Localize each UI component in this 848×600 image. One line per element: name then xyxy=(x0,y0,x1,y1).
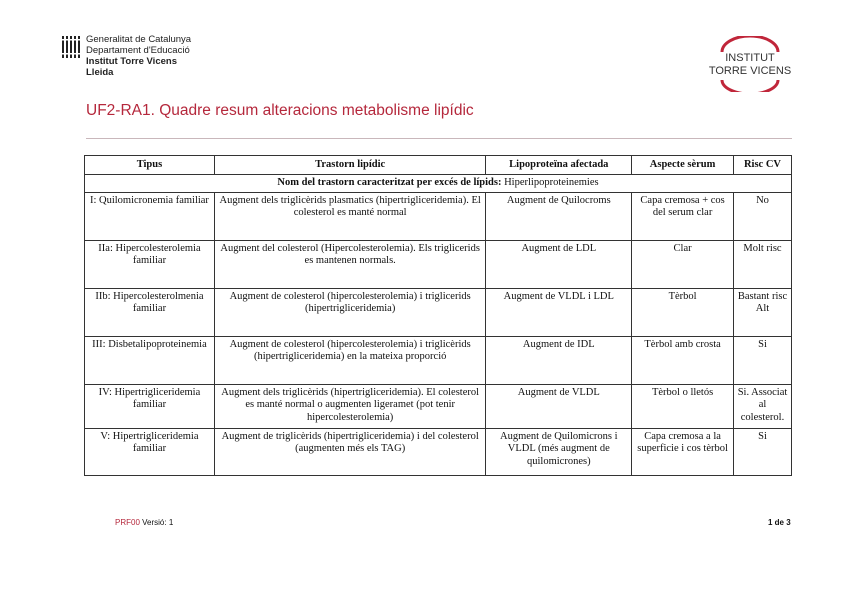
header-line-institut: Institut Torre Vicens xyxy=(86,56,177,67)
footer-version xyxy=(115,518,173,527)
header-risc: Risc CV xyxy=(734,156,792,175)
footer-page-number: 1 de 3 xyxy=(768,518,791,527)
header-line-city: Lleida xyxy=(86,67,114,78)
cell-tipus: IIb: Hipercolesterolmenia familiar xyxy=(85,288,215,336)
banner-label: Nom del trastorn caracteritzat per excés de lípids: xyxy=(277,177,502,188)
cell-trastorn: Augment dels triglicèrids plasmatics (hipertrigliceridemia). El colesterol es manté normal xyxy=(214,192,485,240)
logo-text-institut: INSTITUT xyxy=(725,52,775,64)
cell-aspecte: Capa cremosa + cos del serum clar xyxy=(632,192,734,240)
cell-tipus: IIa: Hipercolesterolemia familiar xyxy=(85,240,215,288)
table-row xyxy=(85,288,792,336)
cell-lipoproteina: Augment de VLDL xyxy=(486,384,632,428)
cell-risc: No xyxy=(734,192,792,240)
cell-aspecte: Clar xyxy=(632,240,734,288)
table-row xyxy=(85,336,792,384)
header-text xyxy=(86,34,191,78)
banner-cell xyxy=(85,175,792,193)
cell-aspecte: Tèrbol o lletós xyxy=(632,384,734,428)
footer-code: PRF00 xyxy=(115,518,140,527)
banner-value: Hiperlipoproteinemies xyxy=(504,177,599,188)
cell-risc: Si xyxy=(734,336,792,384)
header-trastorn: Trastorn lipídic xyxy=(214,156,485,175)
cell-risc: Molt risc xyxy=(734,240,792,288)
cell-trastorn: Augment dels triglicèrids (hipertrigliceridemia). El colesterol es manté normal o augmenten ligeramet (pot tenir hipercolesterolemia) xyxy=(214,384,485,428)
title-divider xyxy=(86,138,792,139)
table-row xyxy=(85,240,792,288)
table-row xyxy=(85,192,792,240)
cell-trastorn: Augment de triglicèrids (hipertrigliceridemia) i del colesterol (augmenten més els TAG) xyxy=(214,428,485,475)
cell-tipus: III: Disbetalipoproteinemia xyxy=(85,336,215,384)
cell-trastorn: Augment de colesterol (hipercolesterolemia) i triglicerids (hipertrigliceridemia) xyxy=(214,288,485,336)
header-line-departament: Departament d'Educació xyxy=(86,45,190,56)
logo-text-torre-vicens: TORRE VICENS xyxy=(708,65,792,77)
table-header-row xyxy=(85,156,792,175)
cell-risc: Bastant risc Alt xyxy=(734,288,792,336)
gencat-header xyxy=(62,34,191,78)
header-lipoproteina: Lipoproteïna afectada xyxy=(486,156,632,175)
institut-torre-vicens-logo xyxy=(700,36,800,92)
cell-tipus: I: Quilomicronemia familiar xyxy=(85,192,215,240)
footer-version-text: Versió: 1 xyxy=(142,518,174,527)
header-aspecte: Aspecte sèrum xyxy=(632,156,734,175)
cell-aspecte: Tèrbol amb crosta xyxy=(632,336,734,384)
header-line-generalitat: Generalitat de Catalunya xyxy=(86,34,192,45)
cell-lipoproteina: Augment de Quilocroms xyxy=(486,192,632,240)
cell-risc: Si xyxy=(734,428,792,475)
cell-aspecte: Capa cremosa a la superficie i cos tèrbol xyxy=(632,428,734,475)
generalitat-logo-icon xyxy=(62,36,80,58)
cell-tipus: IV: Hipertrigliceridemia familiar xyxy=(85,384,215,428)
cell-tipus: V: Hipertrigliceridemia familiar xyxy=(85,428,215,475)
logo-arc-top-icon xyxy=(722,36,778,52)
lipid-disorders-table xyxy=(84,155,792,476)
table-row xyxy=(85,428,792,475)
banner-row xyxy=(85,175,792,193)
cell-trastorn: Augment del colesterol (Hipercolesterolemia). Els triglicerids es mantenen normals. xyxy=(214,240,485,288)
cell-aspecte: Tèrbol xyxy=(632,288,734,336)
logo-arc-bottom-icon xyxy=(722,80,778,92)
cell-lipoproteina: Augment de Quilomicrons i VLDL (més augment de quilomicrones) xyxy=(486,428,632,475)
table-row xyxy=(85,384,792,428)
cell-trastorn: Augment de colesterol (hipercolesterolemia) i triglicèrids (hipertrigliceridemia) en la mateixa proporció xyxy=(214,336,485,384)
header-tipus: Tipus xyxy=(85,156,215,175)
cell-risc: Si. Associat al colesterol. xyxy=(734,384,792,428)
page-title: UF2-RA1. Quadre resum alteracions metabolisme lipídic xyxy=(86,102,474,119)
cell-lipoproteina: Augment de IDL xyxy=(486,336,632,384)
cell-lipoproteina: Augment de LDL xyxy=(486,240,632,288)
cell-lipoproteina: Augment de VLDL i LDL xyxy=(486,288,632,336)
